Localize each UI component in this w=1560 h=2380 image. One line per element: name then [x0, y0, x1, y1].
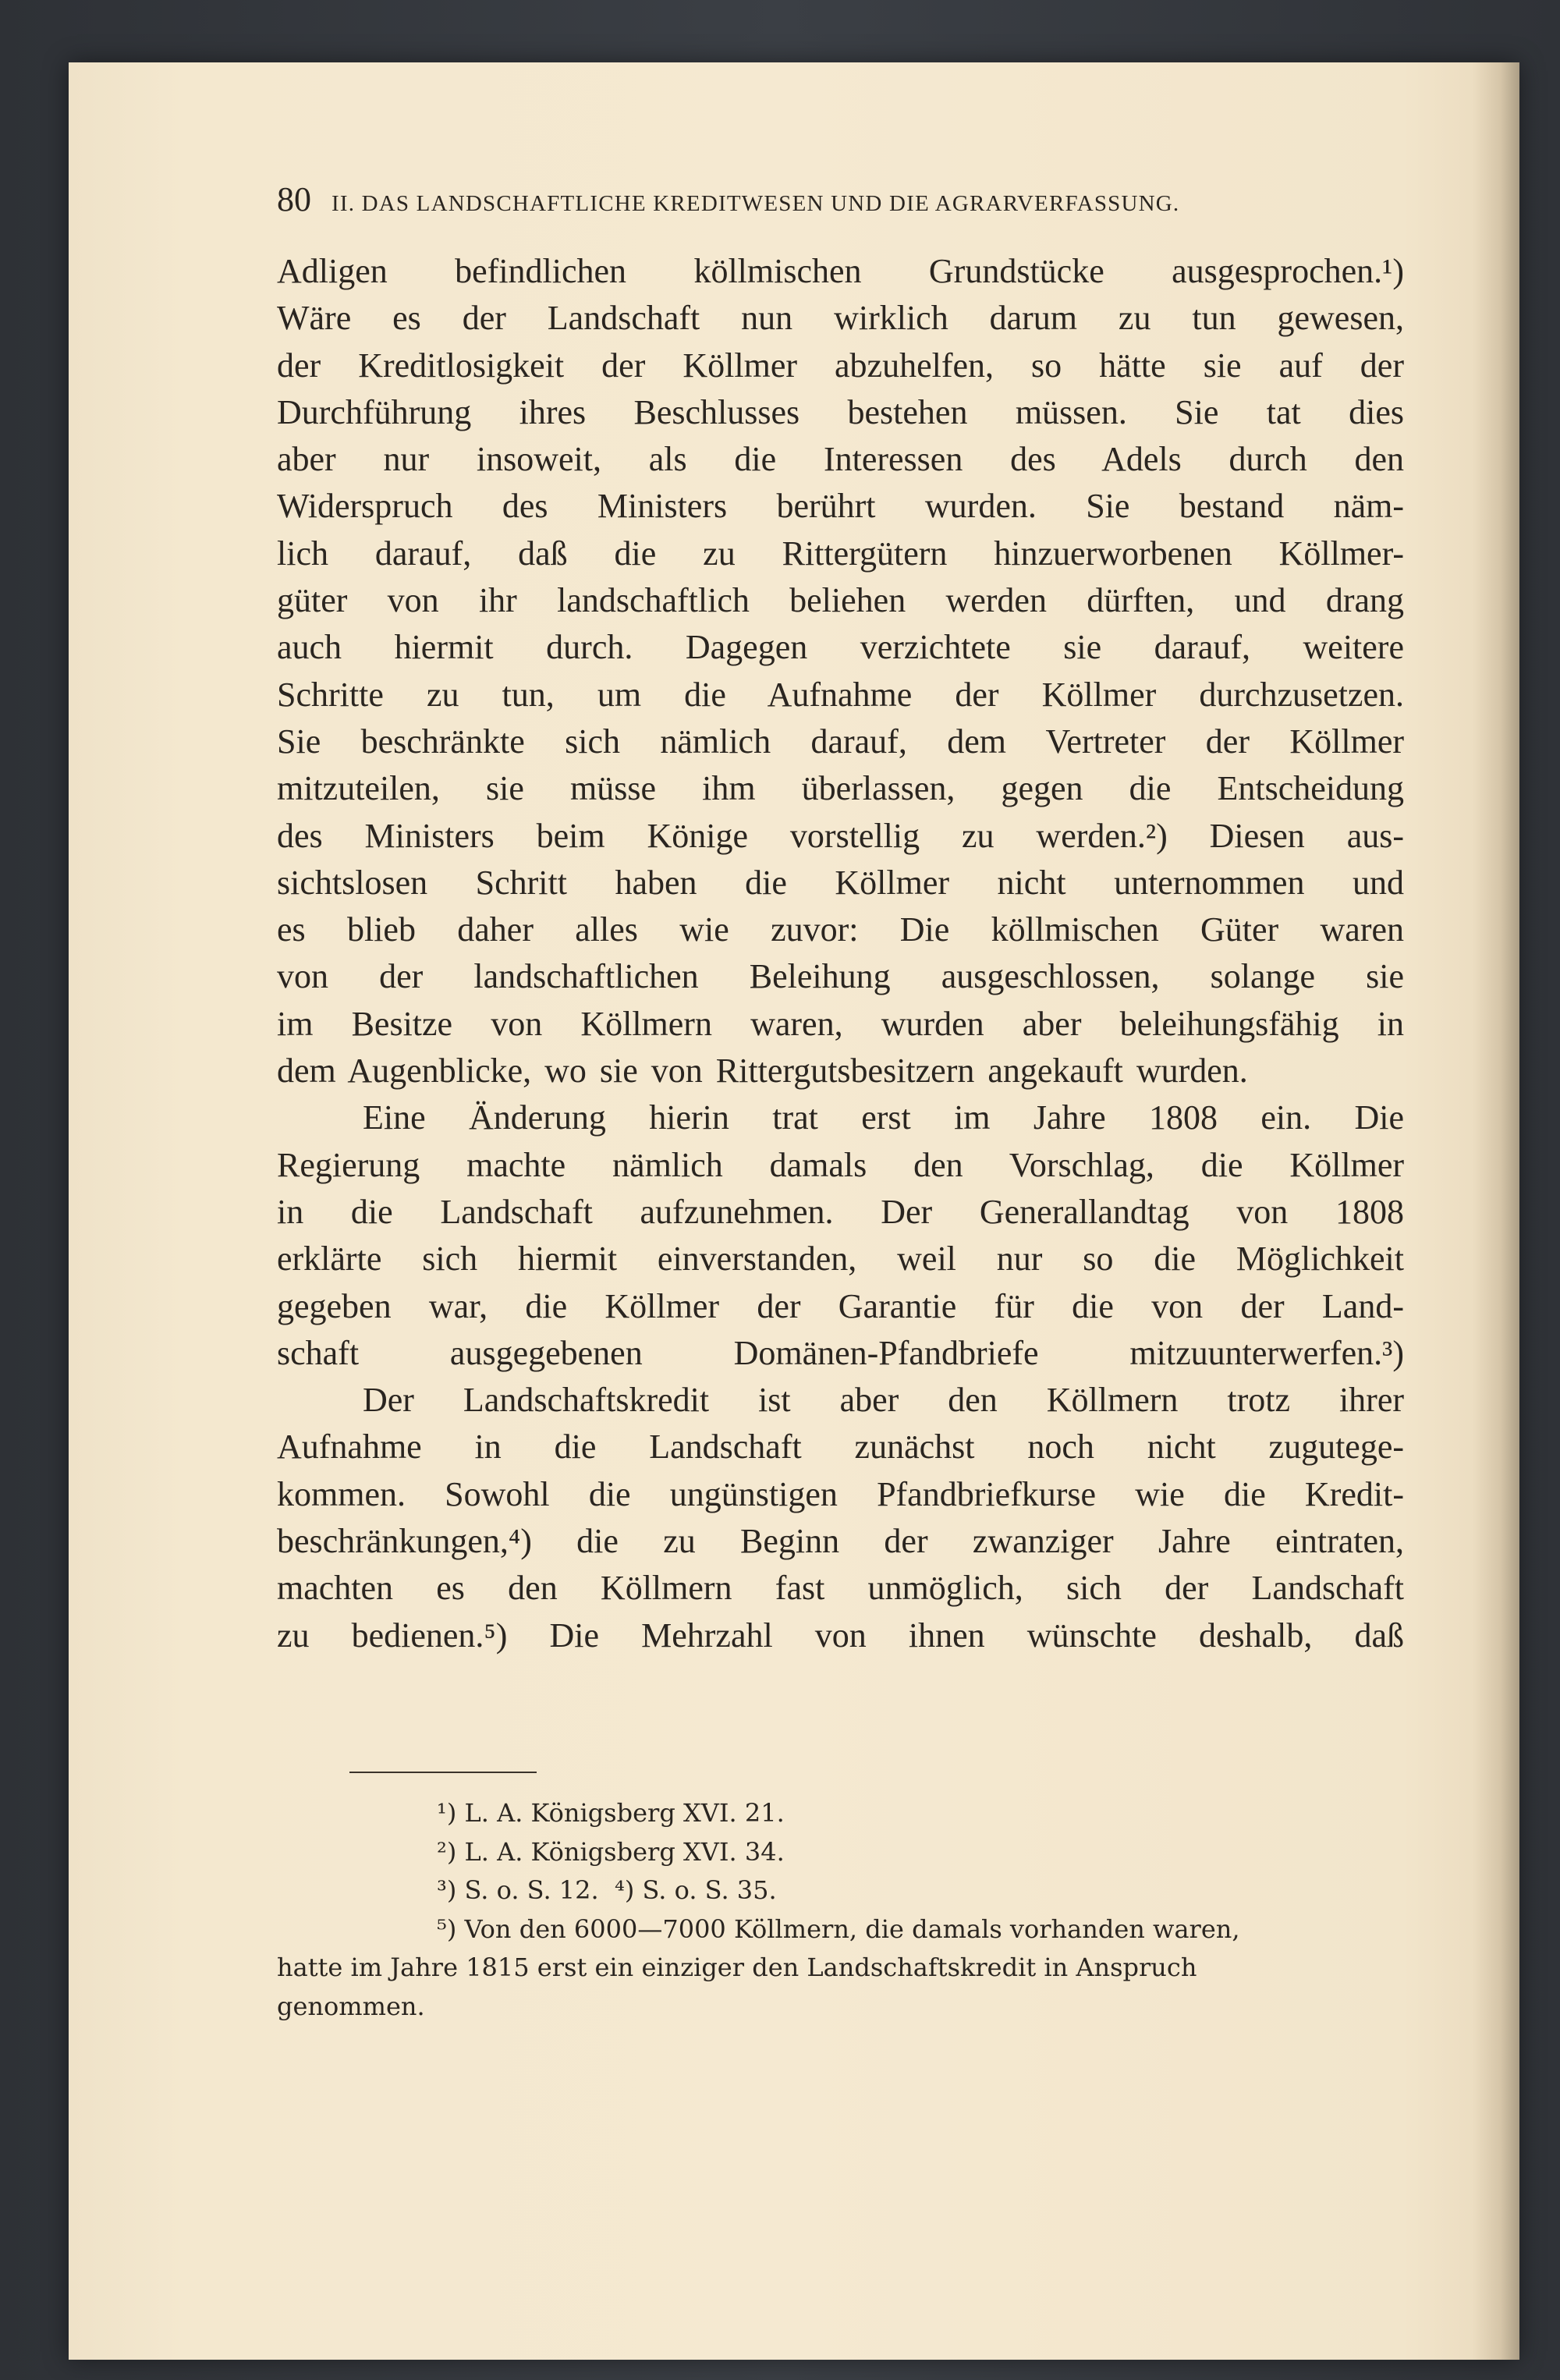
page-number: 80	[277, 180, 311, 218]
text-line: des Ministers beim Könige vorstellig zu werden.²) Diesen aus-	[277, 816, 1404, 855]
paragraph-1	[277, 248, 1404, 1094]
text-line: lich darauf, daß die zu Rittergütern hinzuerworbenen Köllmer-	[277, 534, 1404, 573]
text-line: von der landschaftlichen Beleihung ausgeschlossen, solange sie	[277, 957, 1404, 996]
text-line: machten es den Köllmern fast unmöglich, sich der Landschaft	[277, 1569, 1404, 1608]
text-line: Sie beschränkte sich nämlich darauf, dem Vertreter der Köllmer	[277, 722, 1404, 761]
text-line: in die Landschaft aufzunehmen. Der Generallandtag von 1808	[277, 1192, 1404, 1231]
paragraph-2	[277, 1094, 1404, 1377]
footnote-3: ³) S. o. S. 12.	[437, 1875, 599, 1905]
text-line: Widerspruch des Ministers berührt wurden. Sie bestand näm-	[277, 487, 1404, 526]
page-header	[277, 179, 1404, 226]
footnote-3-4	[277, 1871, 1404, 1910]
text-line: Der Landschaftskredit ist aber den Köllmern trotz ihrer	[363, 1381, 1404, 1420]
text-line: Aufnahme in die Landschaft zunächst noch nicht zugutege-	[277, 1428, 1404, 1467]
footnote-2: ²) L. A. Königsberg XVI. 34.	[437, 1836, 785, 1867]
text-line: es blieb daher alles wie zuvor: Die köllmischen Güter waren	[277, 910, 1404, 949]
body-text	[277, 248, 1404, 1659]
text-line: Durchführung ihres Beschlusses bestehen müssen. Sie tat dies	[277, 392, 1404, 431]
text-line: Wäre es der Landschaft nun wirklich darum zu tun gewesen,	[277, 299, 1404, 338]
text-line: mitzuteilen, sie müsse ihm überlassen, gegen die Entscheidung	[277, 769, 1404, 808]
text-line: kommen. Sowohl die ungünstigen Pfandbriefkurse wie die Kredit-	[277, 1474, 1404, 1513]
text-line: im Besitze von Köllmern waren, wurden aber beleihungsfähig in	[277, 1004, 1404, 1043]
footnote-5-line-3: genommen.	[277, 1991, 425, 2021]
text-line: auch hiermit durch. Dagegen verzichtete sie darauf, weitere	[277, 628, 1404, 667]
text-line: Regierung machte nämlich damals den Vorschlag, die Köllmer	[277, 1145, 1404, 1184]
text-line: zu bedienen.⁵) Die Mehrzahl von ihnen wünschte deshalb, daß	[277, 1616, 1404, 1655]
footnote-5-line-1: ⁵) Von den 6000—7000 Köllmern, die damals vorhanden waren,	[437, 1914, 1240, 1944]
footnotes	[277, 1794, 1404, 2026]
running-head: II. DAS LANDSCHAFTLICHE KREDITWESEN UND DIE AGRARVERFASSUNG.	[332, 191, 1180, 216]
text-line: gegeben war, die Köllmer der Garantie für die von der Land-	[277, 1286, 1404, 1325]
footnote-separator	[349, 1772, 537, 1773]
text-line: aber nur insoweit, als die Interessen des Adels durch den	[277, 440, 1404, 479]
text-line: schaft ausgegebenen Domänen-Pfandbriefe mitzuunterwerfen.³)	[277, 1333, 1404, 1372]
text-line: erklärte sich hiermit einverstanden, weil nur so die Möglichkeit	[277, 1240, 1404, 1279]
text-line: Adligen befindlichen köllmischen Grundstücke ausgesprochen.¹)	[277, 252, 1404, 290]
footnote-1: ¹) L. A. Königsberg XVI. 21.	[437, 1798, 785, 1828]
text-line: sichtslosen Schritt haben die Köllmer nicht unternommen und	[277, 863, 1404, 902]
text-line: dem Augenblicke, wo sie von Rittergutsbesitzern angekauft wurden.	[277, 1052, 1248, 1091]
paragraph-3	[277, 1377, 1404, 1659]
text-line: der Kreditlosigkeit der Köllmer abzuhelfen, so hätte sie auf der	[277, 346, 1404, 385]
footnote-5-line-2: hatte im Jahre 1815 erst ein einziger den Landschaftskredit in Anspruch	[277, 1953, 1197, 1982]
text-line: Schritte zu tun, um die Aufnahme der Köllmer durchzusetzen.	[277, 675, 1404, 714]
text-line: beschränkungen,⁴) die zu Beginn der zwanziger Jahre eintraten,	[277, 1522, 1404, 1561]
footnote-4: ⁴) S. o. S. 35.	[615, 1875, 777, 1905]
text-line: Eine Änderung hierin trat erst im Jahre 1808 ein. Die	[363, 1098, 1404, 1137]
page-gutter-shadow	[1473, 62, 1519, 2360]
text-line: güter von ihr landschaftlich beliehen werden dürften, und drang	[277, 581, 1404, 620]
